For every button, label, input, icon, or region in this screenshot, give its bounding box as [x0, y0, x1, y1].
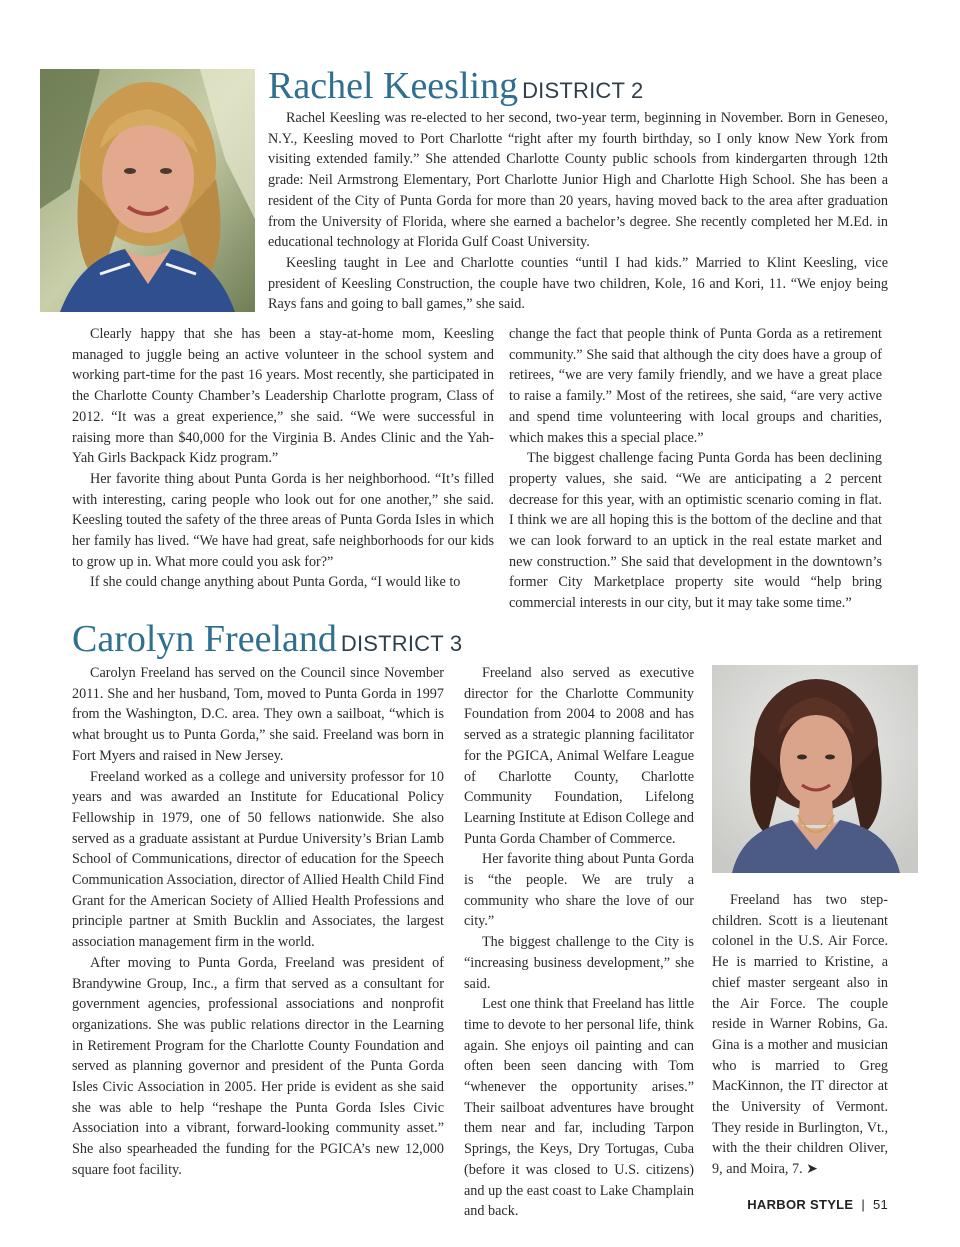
- rachel-keesling-photo: [40, 69, 255, 312]
- rachel-column-1: [72, 324, 494, 593]
- carolyn-freeland-heading: [72, 617, 462, 661]
- portrait-image: [712, 665, 918, 873]
- page-footer: [747, 1197, 888, 1212]
- portrait-image: [40, 69, 255, 312]
- paragraph: Lest one think that Freeland has little time to devote to her personal life, think again. She enjoys oil painting and can often been seen dancing with Tom “whenever the opportunity arises.” Their sailboat adventures have brought them near and far, including Tarpon Springs, the Keys, Dry Tortugas, Cuba (before it was closed to U.S. citizens) and up the east coast to Lake Champlain and back.: [464, 996, 694, 1220]
- district-label: DISTRICT 3: [340, 631, 463, 656]
- paragraph: After moving to Punta Gorda, Freeland was president of Brandywine Group, Inc., a firm that served as a consultant for government agencies, professional associations and nonprofit organizations. She was public relations director in the Learning in Retirement Program for the Charlotte County Foundation and served as planning governor and president of the Punta Gorda Isles Civic Association in 2005. Her pride is evident as she said she was able to help “reshape the Punta Gorda Isles Civic Association into a vibrant, forward-looking community asset.” She also spearheaded the funding for the PGICA’s new 12,000 square foot facility.: [72, 954, 444, 1178]
- rachel-intro-text: [268, 108, 888, 315]
- paragraph: Freeland has two step-children. Scott is a lieutenant colonel in the U.S. Air Force. He is married to Kristine, a chief master sergeant also in the Air Force. The couple reside in Warner Robins, Ga. Gina is a mother and musician who is married to Greg MacKinnon, the IT director at the University of Vermont. They reside in Burlington, Vt., with the their children Oliver, 9, and Moira, 7. ➤: [712, 892, 888, 1178]
- council-member-name: Rachel Keesling: [268, 65, 519, 107]
- rachel-keesling-heading: [268, 64, 643, 108]
- carolyn-column-2: [464, 663, 694, 1222]
- magazine-name: HARBOR STYLE: [747, 1197, 854, 1212]
- page-number: 51: [872, 1197, 888, 1212]
- footer-separator: |: [861, 1197, 866, 1212]
- paragraph: Clearly happy that she has been a stay-at-home mom, Keesling managed to juggle being an active volunteer in the school system and working part-time for the past 16 years. Most recently, she participated in the Charlotte County Chamber’s Leadership Charlotte program, Class of 2012. “It was a great experience,” she said. “We were successful in raising more than $40,000 for the Virginia B. Andes Clinic and the Yah-Yah Girls Backpack Kidz program.”: [72, 326, 494, 467]
- paragraph: Freeland worked as a college and university professor for 10 years and was awarded an Institute for Educational Policy Fellowship in 1979, one of 50 fellows nationwide. She also served as a graduate assistant at Purdue University’s Brian Lamb School of Communications, director of education for the Speech Communication Association, director of Allied Health Child Find Grant for the American Society of Allied Health Professions and principle partner at Smith Bucklin and Associates, the largest association management firm in the world.: [72, 768, 444, 951]
- rachel-column-2: [509, 324, 882, 614]
- paragraph: The biggest challenge facing Punta Gorda has been declining property values, she said. “We are anticipating a 2 percent decrease for this year, with an optimistic scenario coming in flat. I think we are all hoping this is the bottom of the decline and that we can look forward to an uptick in the real estate market and new construction.” She said that development in the downtown’s former City Marketplace property site would “help bring commercial interests in our city, but it may take some time.”: [509, 450, 882, 612]
- paragraph: Keesling taught in Lee and Charlotte counties “until I had kids.” Married to Klint Keesling, vice president of Keesling Construction, the couple have two children, Kole, 16 and Kori, 11. “We enjoy being Rays fans and going to ball games,” she said.: [268, 254, 888, 313]
- paragraph: Her favorite thing about Punta Gorda is “the people. We are truly a community who share the love of our city.”: [464, 851, 694, 930]
- paragraph: Her favorite thing about Punta Gorda is her neighborhood. “It’s filled with interesting, caring people who look out for one another,” she said. Keesling touted the safety of the three areas of Punta Gorda Isles in which her family has lived. “We have had great, safe neighborhoods for our kids to grow up in. What more could you ask for?”: [72, 470, 494, 570]
- paragraph: The biggest challenge to the City is “increasing business development,” she said.: [464, 934, 694, 992]
- council-member-name: Carolyn Freeland: [72, 618, 337, 660]
- carolyn-column-3: [712, 890, 888, 1180]
- carolyn-freeland-photo: [712, 665, 918, 873]
- carolyn-column-1: [72, 663, 444, 1181]
- paragraph: Rachel Keesling was re-elected to her second, two-year term, beginning in November. Born in Geneseo, N.Y., Keesling moved to Port Charlotte “right after my fourth birthday, so I only know New York from visiting extended family.” She attended Charlotte County public schools from kindergarten through 12th grade: Neil Armstrong Elementary, Port Charlotte Junior High and Charlotte High School. She has been a resident of the City of Punta Gorda for more than 20 years, having moved back to the area after graduation from the University of Florida, where she earned a bachelor’s degree. She recently completed her M.Ed. in educational technology at Florida Gulf Coast University.: [268, 110, 888, 251]
- paragraph: If she could change anything about Punta Gorda, “I would like to: [90, 574, 461, 591]
- district-label: DISTRICT 2: [522, 78, 644, 103]
- paragraph: change the fact that people think of Punta Gorda as a retirement community.” She said that although the city does have a group of retirees, “we are very family friendly, and we have a great place to raise a family.” Most of the retirees, she said, “are very active and spend time volunteering with local groups and charities, which makes this a special place.”: [509, 326, 882, 446]
- paragraph: Freeland also served as executive director for the Charlotte Community Foundation from 2004 to 2008 and has served as a strategic planning facilitator for the PGICA, Animal Welfare League of Charlotte County, Charlotte Community Foundation, Lifelong Learning Institute at Edison College and Punta Gorda Chamber of Commerce.: [464, 665, 694, 847]
- paragraph: Carolyn Freeland has served on the Council since November 2011. She and her husband, Tom, moved to Punta Gorda in 1997 from the Washington, D.C. area. They own a sailboat, “which is what brought us to Punta Gorda,” she said. Freeland was born in Fort Myers and raised in New Jersey.: [72, 665, 444, 764]
